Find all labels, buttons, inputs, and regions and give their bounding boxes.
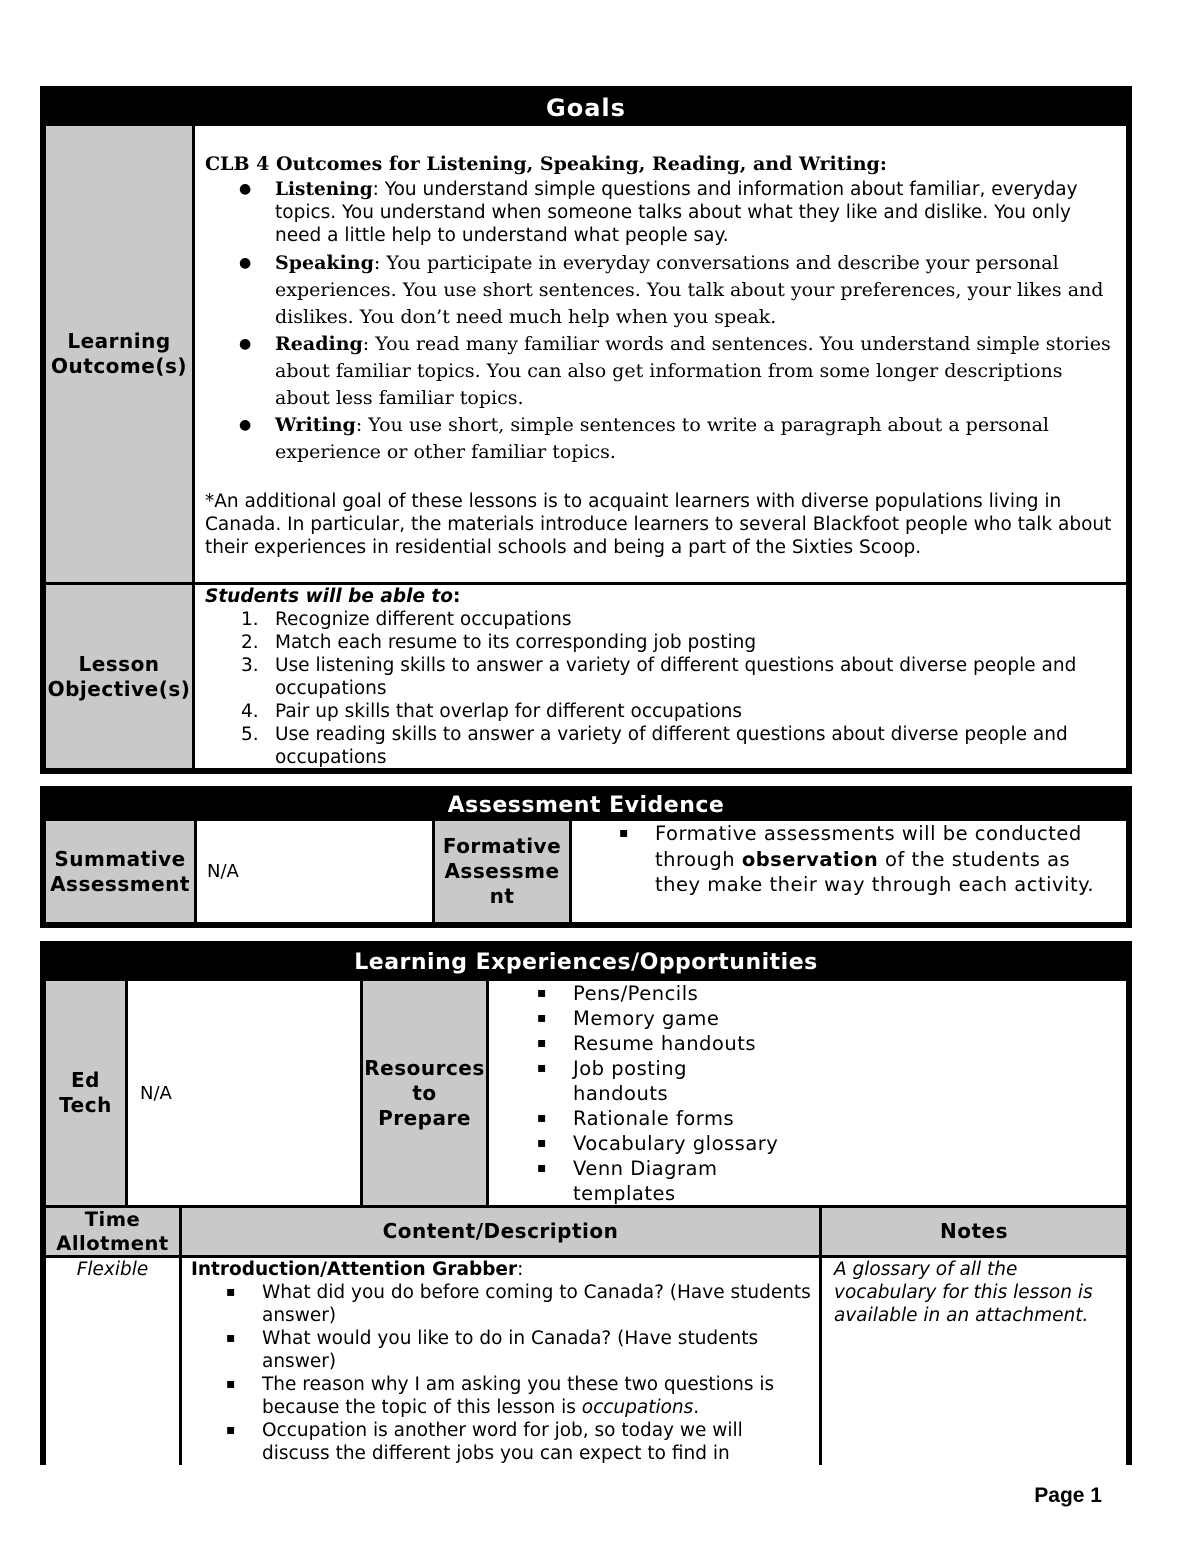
assessment-section bbox=[40, 786, 1132, 928]
resources-list bbox=[489, 981, 789, 1206]
learning-section bbox=[40, 941, 1132, 1465]
resource-item: ▪ Rationale forms bbox=[489, 1106, 789, 1131]
resources-label: Resources to Prepare bbox=[363, 981, 486, 1205]
notes-cell bbox=[822, 1258, 1126, 1465]
objectives-heading: Students will be able to: bbox=[205, 586, 461, 607]
page-number: Page 1 bbox=[1034, 1484, 1102, 1507]
outcome-reading: ● Reading: You read many familiar words and sentences. You understand simple stories about familiar topics. You can also get information from some longer descriptions about less familiar topics. bbox=[205, 331, 1118, 412]
assessment-header: Assessment Evidence bbox=[447, 793, 725, 818]
objective-item: 2. Match each resume to its corresponding job posting bbox=[241, 632, 757, 653]
resource-item: ▪ Pens/Pencils bbox=[489, 981, 789, 1006]
content-cell bbox=[182, 1258, 819, 1465]
learning-header: Learning Experiences/Opportunities bbox=[354, 950, 818, 975]
intro-item: ▪ The reason why I am asking you these two questions is because the topic of this lesson is occupations. bbox=[191, 1373, 811, 1419]
resources-list-cell bbox=[489, 981, 1126, 1205]
formative-item: ▪ Formative assessments will be conducted through observation of the students as they make their way through each activity. bbox=[572, 821, 1126, 898]
summative-label: Summative Assessment bbox=[46, 821, 194, 922]
resource-item: ▪ Job posting handouts bbox=[489, 1056, 789, 1106]
lesson-objectives-content bbox=[195, 585, 1126, 768]
intro-item: ▪ Occupation is another word for job, so today we will discuss the different jobs you can expect to find in bbox=[191, 1419, 811, 1465]
time-value: Flexible bbox=[76, 1259, 149, 1280]
objectives-list bbox=[205, 608, 1118, 769]
objective-item: 1. Recognize different occupations bbox=[241, 609, 572, 630]
goals-header: Goals bbox=[546, 94, 626, 122]
outcome-speaking: ● Speaking: You participate in everyday conversations and describe your personal experiences. You use short sentences. You talk about your preferences, your likes and dislikes. You don’t need much help when you speak. bbox=[205, 250, 1118, 331]
col-header-time: Time Allotment bbox=[46, 1208, 179, 1255]
edtech-value: N/A bbox=[128, 981, 360, 1205]
objective-item: 5. Use reading skills to answer a variety of different questions about diverse people and occupations bbox=[241, 724, 1068, 768]
time-cell bbox=[46, 1258, 179, 1465]
outcome-writing: ● Writing: You use short, simple sentences to write a paragraph about a personal experience or other familiar topics. bbox=[205, 412, 1118, 466]
learning-outcomes-content bbox=[195, 126, 1126, 582]
col-header-content: Content/Description bbox=[182, 1208, 819, 1255]
additional-goal: *An additional goal of these lessons is to acquaint learners with diverse populations living in Canada. In particular, the materials introduce learners to several Blackfoot people who talk about their experiences in residential schools and being a part of the Sixties Scoop. bbox=[205, 491, 1112, 558]
goals-section bbox=[40, 86, 1132, 774]
lesson-objectives-label: Lesson Objective(s) bbox=[46, 585, 192, 768]
clb-heading: CLB 4 Outcomes for Listening, Speaking, Reading, and Writing: bbox=[205, 153, 887, 175]
outcomes-list bbox=[205, 178, 1118, 466]
resource-item: ▪ Venn Diagram templates bbox=[489, 1156, 789, 1206]
resource-item: ▪ Vocabulary glossary bbox=[489, 1131, 789, 1156]
objective-item: 4. Pair up skills that overlap for different occupations bbox=[241, 701, 743, 722]
objective-item: 3. Use listening skills to answer a variety of different questions about diverse people and occupations bbox=[241, 655, 1077, 699]
resource-item: ▪ Resume handouts bbox=[489, 1031, 789, 1056]
intro-item: ▪ What did you do before coming to Canada? (Have students answer) bbox=[191, 1281, 811, 1327]
notes-value: A glossary of all the vocabulary for this lesson is available in an attachment. bbox=[834, 1259, 1093, 1326]
resource-item: ▪ Memory game bbox=[489, 1006, 789, 1031]
formative-label: Formative Assessment bbox=[435, 821, 569, 922]
learning-outcomes-label: Learning Outcome(s) bbox=[46, 126, 192, 582]
edtech-label: Ed Tech bbox=[46, 981, 125, 1205]
outcome-listening: ● Listening: You understand simple questions and information about familiar, everyday topics. You understand when someone talks about what they like and dislike. You only need a little help to understand what people say. bbox=[205, 178, 1118, 247]
formative-value bbox=[572, 821, 1126, 922]
col-header-notes: Notes bbox=[822, 1208, 1126, 1255]
intro-item: ▪ What would you like to do in Canada? (Have students answer) bbox=[191, 1327, 811, 1373]
intro-heading: Introduction/Attention Grabber: bbox=[191, 1259, 524, 1280]
intro-list bbox=[191, 1281, 811, 1465]
summative-value: N/A bbox=[197, 821, 432, 922]
